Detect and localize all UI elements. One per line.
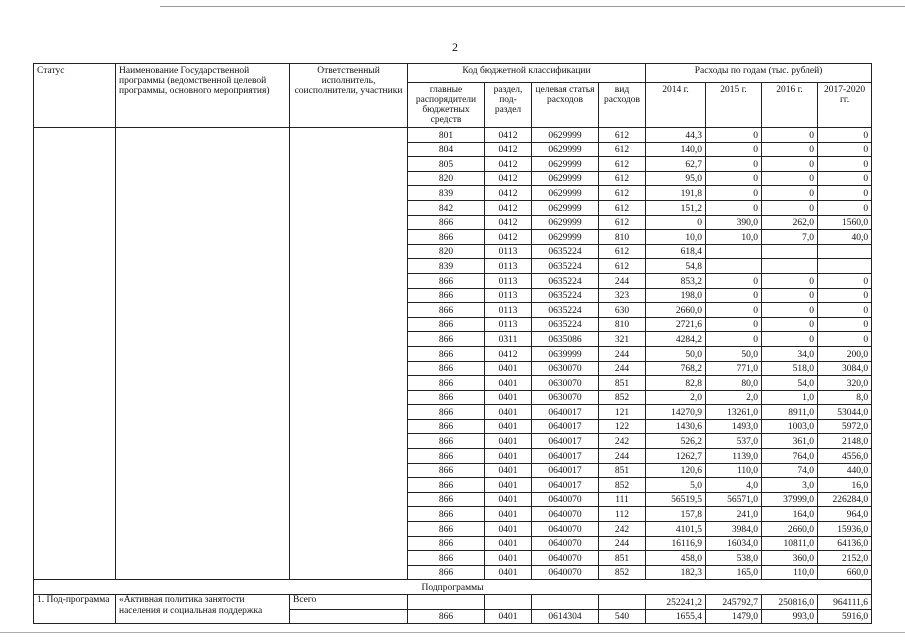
table-cell: 5916,0: [818, 609, 872, 624]
table-cell: 4101,5: [646, 522, 706, 537]
table-cell: 0412: [485, 346, 532, 361]
table-cell: 0640017: [532, 434, 599, 449]
table-cell: 805: [408, 157, 485, 172]
table-cell: 0: [762, 317, 818, 332]
table-cell: 0: [818, 157, 872, 172]
table-cell: 540: [599, 609, 646, 624]
table-cell: 0401: [485, 565, 532, 580]
table-cell: 0412: [485, 230, 532, 245]
table-cell: 660,0: [818, 565, 872, 580]
table-cell: 0: [706, 273, 762, 288]
table-cell: 64136,0: [818, 536, 872, 551]
table-row: [34, 128, 872, 143]
table-cell: 0: [818, 332, 872, 347]
table-cell: 0: [706, 303, 762, 318]
table-cell: 852: [599, 565, 646, 580]
table-cell: 612: [599, 128, 646, 143]
table-cell: 0640017: [532, 419, 599, 434]
subprogram-name: «Активная политика занятости населения и социальная поддержка: [116, 595, 290, 624]
scan-edge-top: [160, 6, 905, 7]
table-cell: 56519,5: [646, 492, 706, 507]
table-cell: 0635224: [532, 259, 599, 274]
table-cell: 866: [408, 376, 485, 391]
table-cell: 10,0: [706, 230, 762, 245]
table-cell: 0113: [485, 288, 532, 303]
subprograms-label-row: [34, 580, 872, 595]
header-row-1: [34, 64, 872, 83]
table-cell: 0401: [485, 419, 532, 434]
table-cell: 34,0: [762, 346, 818, 361]
table-cell: 1139,0: [706, 449, 762, 464]
table-cell: 866: [408, 463, 485, 478]
table-cell: 164,0: [762, 507, 818, 522]
table-cell: 0: [762, 332, 818, 347]
table-cell: 0401: [485, 361, 532, 376]
table-cell: [408, 595, 485, 610]
table-cell: 0412: [485, 142, 532, 157]
table-cell: 538,0: [706, 551, 762, 566]
table-cell: 866: [408, 230, 485, 245]
table-cell: 866: [408, 288, 485, 303]
table-cell: 0401: [485, 390, 532, 405]
table-cell: 0401: [485, 405, 532, 420]
table-cell: 866: [408, 215, 485, 230]
table-cell: 866: [408, 522, 485, 537]
table-cell: 839: [408, 259, 485, 274]
table-cell: 0640070: [532, 565, 599, 580]
table-cell: 244: [599, 449, 646, 464]
table-cell: 993,0: [762, 609, 818, 624]
table-cell: 0640070: [532, 551, 599, 566]
table-cell: 0629999: [532, 200, 599, 215]
table-cell: 612: [599, 142, 646, 157]
table-cell: 0: [706, 171, 762, 186]
table-cell: 0630070: [532, 361, 599, 376]
table-cell: 321: [599, 332, 646, 347]
table-cell: 226284,0: [818, 492, 872, 507]
table-cell: 191,8: [646, 186, 706, 201]
table-cell: 0: [706, 200, 762, 215]
header-expenses: Расходы по годам (тыс. рублей): [646, 64, 872, 83]
table-cell: 54,8: [646, 259, 706, 274]
table-cell: 2152,0: [818, 551, 872, 566]
table-cell: [599, 595, 646, 610]
table-cell: 0: [706, 317, 762, 332]
table-cell: 866: [408, 405, 485, 420]
table-cell: 112: [599, 507, 646, 522]
table-cell: 0401: [485, 449, 532, 464]
table-cell: 151,2: [646, 200, 706, 215]
table-cell: 820: [408, 171, 485, 186]
table-cell: 612: [599, 215, 646, 230]
table-cell: 262,0: [762, 215, 818, 230]
table-cell: 0: [818, 303, 872, 318]
table-cell: 320,0: [818, 376, 872, 391]
header-sub: 2015 г.: [706, 83, 762, 128]
table-cell: 0635224: [532, 317, 599, 332]
header-sub: раздел, под-раздел: [485, 83, 532, 128]
table-cell: 0640070: [532, 492, 599, 507]
table-cell: 3,0: [762, 478, 818, 493]
table-cell: 0: [762, 128, 818, 143]
subprogram-total-cell: 245792,7: [706, 595, 762, 610]
table-cell: 612: [599, 171, 646, 186]
table-cell: 0639999: [532, 346, 599, 361]
table-cell: 0: [762, 288, 818, 303]
table-cell: 16034,0: [706, 536, 762, 551]
table-cell: 8,0: [818, 390, 872, 405]
table-cell: 15936,0: [818, 522, 872, 537]
table-cell: 95,0: [646, 171, 706, 186]
table-cell: 0630070: [532, 390, 599, 405]
table-cell: 74,0: [762, 463, 818, 478]
table-cell: 56571,0: [706, 492, 762, 507]
table-cell: 0113: [485, 303, 532, 318]
table-cell: 121: [599, 405, 646, 420]
table-cell: 244: [599, 273, 646, 288]
table-cell: 361,0: [762, 434, 818, 449]
table-cell: 801: [408, 128, 485, 143]
table-cell: 820: [408, 244, 485, 259]
table-cell: 852: [599, 390, 646, 405]
table-cell: 242: [599, 522, 646, 537]
header-sub: 2016 г.: [762, 83, 818, 128]
table-cell: 0629999: [532, 230, 599, 245]
subprogram-total-row: [34, 595, 872, 610]
table-cell: 0: [706, 288, 762, 303]
table-cell: 0629999: [532, 142, 599, 157]
table-cell: 851: [599, 463, 646, 478]
table-cell: 0630070: [532, 376, 599, 391]
table-cell: 0640070: [532, 536, 599, 551]
table-cell: 242: [599, 434, 646, 449]
table-cell: 0401: [485, 492, 532, 507]
table-cell: 0629999: [532, 128, 599, 143]
table-cell: 360,0: [762, 551, 818, 566]
table-cell: 866: [408, 434, 485, 449]
table-cell: 0: [706, 186, 762, 201]
table-cell: 0401: [485, 507, 532, 522]
table-cell: 0: [762, 157, 818, 172]
table-cell: 0635224: [532, 244, 599, 259]
table-cell: 852: [599, 478, 646, 493]
table-cell: [706, 259, 762, 274]
table-cell: 0635224: [532, 303, 599, 318]
table-cell: 0640070: [532, 522, 599, 537]
table-cell: 1493,0: [706, 419, 762, 434]
table-cell: 771,0: [706, 361, 762, 376]
subprograms-label: Подпрограммы: [34, 580, 872, 595]
table-cell: 244: [599, 361, 646, 376]
table-cell: 630: [599, 303, 646, 318]
table-cell: 62,7: [646, 157, 706, 172]
table-cell: 10,0: [646, 230, 706, 245]
table-cell: 4284,2: [646, 332, 706, 347]
table-cell: 1262,7: [646, 449, 706, 464]
table-cell: 612: [599, 244, 646, 259]
status-empty-cell: [34, 128, 116, 580]
header-sub: целевая статья расходов: [532, 83, 599, 128]
table-cell: 866: [408, 492, 485, 507]
table-cell: 0640017: [532, 478, 599, 493]
table-cell: 2660,0: [646, 303, 706, 318]
table-cell: 612: [599, 186, 646, 201]
table-cell: 10811,0: [762, 536, 818, 551]
table-cell: 0629999: [532, 157, 599, 172]
table-cell: 120,6: [646, 463, 706, 478]
table-cell: 612: [599, 259, 646, 274]
table-cell: 853,2: [646, 273, 706, 288]
table-cell: 0: [706, 157, 762, 172]
table-cell: 0401: [485, 376, 532, 391]
table-cell: 0401: [485, 463, 532, 478]
table-cell: 0: [762, 142, 818, 157]
table-cell: 4,0: [706, 478, 762, 493]
table-cell: 0: [762, 200, 818, 215]
table-cell: 50,0: [646, 346, 706, 361]
table-cell: 0629999: [532, 186, 599, 201]
table-cell: 0629999: [532, 215, 599, 230]
table-cell: 110,0: [762, 565, 818, 580]
table-cell: 1430,6: [646, 419, 706, 434]
table-cell: 0: [706, 128, 762, 143]
table-cell: 44,3: [646, 128, 706, 143]
table-cell: 1655,4: [646, 609, 706, 624]
header-sub: вид расходов: [599, 83, 646, 128]
table-cell: 0: [818, 186, 872, 201]
table-cell: 0: [762, 303, 818, 318]
table-cell: 440,0: [818, 463, 872, 478]
responsible-empty-cell: [290, 128, 408, 580]
scan-edge-bottom: [0, 632, 905, 633]
subprogram-status: 1. Под-программа: [34, 595, 116, 624]
table-cell: 7,0: [762, 230, 818, 245]
table-cell: 964,0: [818, 507, 872, 522]
table-cell: 0412: [485, 128, 532, 143]
table-cell: 458,0: [646, 551, 706, 566]
table-cell: 866: [408, 565, 485, 580]
table-cell: [762, 259, 818, 274]
table-cell: 157,8: [646, 507, 706, 522]
table-cell: 0: [762, 273, 818, 288]
table-cell: 0412: [485, 157, 532, 172]
table-cell: 0635224: [532, 288, 599, 303]
table-cell: 14270,9: [646, 405, 706, 420]
table-cell: 0: [762, 186, 818, 201]
header-sub: 2014 г.: [646, 83, 706, 128]
table-cell: 1,0: [762, 390, 818, 405]
table-cell: 0635224: [532, 273, 599, 288]
table-cell: [818, 244, 872, 259]
table-cell: 1560,0: [818, 215, 872, 230]
table-cell: 0: [818, 142, 872, 157]
table-cell: 0: [818, 128, 872, 143]
table-cell: 866: [408, 273, 485, 288]
table-cell: 0412: [485, 200, 532, 215]
table-cell: 866: [408, 419, 485, 434]
table-cell: 198,0: [646, 288, 706, 303]
table-cell: 866: [408, 551, 485, 566]
table-cell: 53044,0: [818, 405, 872, 420]
table-cell: 244: [599, 346, 646, 361]
table-cell: 140,0: [646, 142, 706, 157]
table-cell: 866: [408, 361, 485, 376]
table-cell: [762, 244, 818, 259]
table-cell: 839: [408, 186, 485, 201]
header-responsible: Ответственный исполнитель, соисполнители, участники: [290, 64, 408, 128]
table-cell: 2148,0: [818, 434, 872, 449]
header-sub: 2017-2020 гг.: [818, 83, 872, 128]
table-cell: 0113: [485, 259, 532, 274]
table-cell: 768,2: [646, 361, 706, 376]
table-cell: [485, 595, 532, 610]
table-cell: 241,0: [706, 507, 762, 522]
table-cell: 810: [599, 230, 646, 245]
table-cell: 537,0: [706, 434, 762, 449]
table-cell: 0: [818, 200, 872, 215]
table-cell: 0401: [485, 434, 532, 449]
header-sub: главные распорядители бюджетных средств: [408, 83, 485, 128]
page-number: 2: [452, 40, 458, 54]
table-cell: 764,0: [762, 449, 818, 464]
table-cell: 110,0: [706, 463, 762, 478]
table-cell: 804: [408, 142, 485, 157]
table-cell: 851: [599, 551, 646, 566]
table-cell: 0: [818, 273, 872, 288]
table-cell: 122: [599, 419, 646, 434]
table-cell: 0629999: [532, 171, 599, 186]
table-cell: 37999,0: [762, 492, 818, 507]
name-empty-cell: [116, 128, 290, 580]
table-cell: 618,4: [646, 244, 706, 259]
table-cell: 866: [408, 609, 485, 624]
subprogram-total-cell: 250816,0: [762, 595, 818, 610]
table-cell: 3984,0: [706, 522, 762, 537]
table-cell: 0: [706, 332, 762, 347]
table-cell: 323: [599, 288, 646, 303]
table-cell: 0401: [485, 609, 532, 624]
table-cell: 0640017: [532, 405, 599, 420]
table-cell: 2660,0: [762, 522, 818, 537]
table-cell: 866: [408, 507, 485, 522]
table-cell: 0311: [485, 332, 532, 347]
table-cell: 0640070: [532, 507, 599, 522]
table-cell: 526,2: [646, 434, 706, 449]
table-cell: 54,0: [762, 376, 818, 391]
table-cell: 866: [408, 303, 485, 318]
table-cell: 390,0: [706, 215, 762, 230]
header-name: Наименование Государственной программы (ведомственной целевой программы, основного мероприятия): [116, 64, 290, 128]
table-cell: 866: [408, 332, 485, 347]
table-cell: 5972,0: [818, 419, 872, 434]
table-cell: [818, 259, 872, 274]
table-cell: 165,0: [706, 565, 762, 580]
table-cell: 80,0: [706, 376, 762, 391]
table-cell: 866: [408, 317, 485, 332]
table-cell: 40,0: [818, 230, 872, 245]
table-cell: 0: [818, 288, 872, 303]
table-cell: 612: [599, 157, 646, 172]
responsible-empty-cell: [290, 609, 408, 624]
table-cell: 2,0: [646, 390, 706, 405]
table-cell: 8911,0: [762, 405, 818, 420]
table-cell: 2,0: [706, 390, 762, 405]
table-cell: 111: [599, 492, 646, 507]
table-cell: 0113: [485, 317, 532, 332]
table-cell: 0: [762, 171, 818, 186]
table-cell: 2721,6: [646, 317, 706, 332]
table-cell: 0412: [485, 186, 532, 201]
table-cell: 851: [599, 376, 646, 391]
table-cell: 16116,9: [646, 536, 706, 551]
table-cell: 16,0: [818, 478, 872, 493]
table-cell: 0640017: [532, 449, 599, 464]
table-cell: 0401: [485, 536, 532, 551]
table-cell: 0: [818, 171, 872, 186]
table-cell: 0: [706, 142, 762, 157]
header-budget-code: Код бюджетной классификации: [408, 64, 646, 83]
table-cell: 866: [408, 346, 485, 361]
table-cell: 0635086: [532, 332, 599, 347]
table-cell: [532, 595, 599, 610]
header-status: Статус: [34, 64, 116, 128]
table-cell: 842: [408, 200, 485, 215]
subprogram-total-cell: 964111,6: [818, 595, 872, 610]
table-cell: 0412: [485, 215, 532, 230]
table-cell: 0401: [485, 551, 532, 566]
table-cell: 0401: [485, 478, 532, 493]
budget-table: [33, 63, 872, 624]
table-cell: 866: [408, 449, 485, 464]
table-cell: 0640017: [532, 463, 599, 478]
table-cell: 1479,0: [706, 609, 762, 624]
table-cell: 0113: [485, 273, 532, 288]
table-cell: 0614304: [532, 609, 599, 624]
table-cell: 50,0: [706, 346, 762, 361]
table-cell: 0412: [485, 171, 532, 186]
subprogram-total-cell: 252241,2: [646, 595, 706, 610]
table-cell: 518,0: [762, 361, 818, 376]
table-cell: 1003,0: [762, 419, 818, 434]
subprogram-responsible: Всего: [290, 595, 408, 610]
table-cell: 866: [408, 536, 485, 551]
table-cell: [706, 244, 762, 259]
table-cell: 4556,0: [818, 449, 872, 464]
table-cell: 244: [599, 536, 646, 551]
table-cell: 810: [599, 317, 646, 332]
table-cell: 0401: [485, 522, 532, 537]
table-cell: 0: [818, 317, 872, 332]
table-cell: 866: [408, 478, 485, 493]
table-cell: 182,3: [646, 565, 706, 580]
table-cell: 82,8: [646, 376, 706, 391]
table-cell: 13261,0: [706, 405, 762, 420]
table-cell: 0113: [485, 244, 532, 259]
table-cell: 866: [408, 390, 485, 405]
table-cell: 0: [646, 215, 706, 230]
table-cell: 3084,0: [818, 361, 872, 376]
table-cell: 5,0: [646, 478, 706, 493]
table-cell: 612: [599, 200, 646, 215]
table-cell: 200,0: [818, 346, 872, 361]
